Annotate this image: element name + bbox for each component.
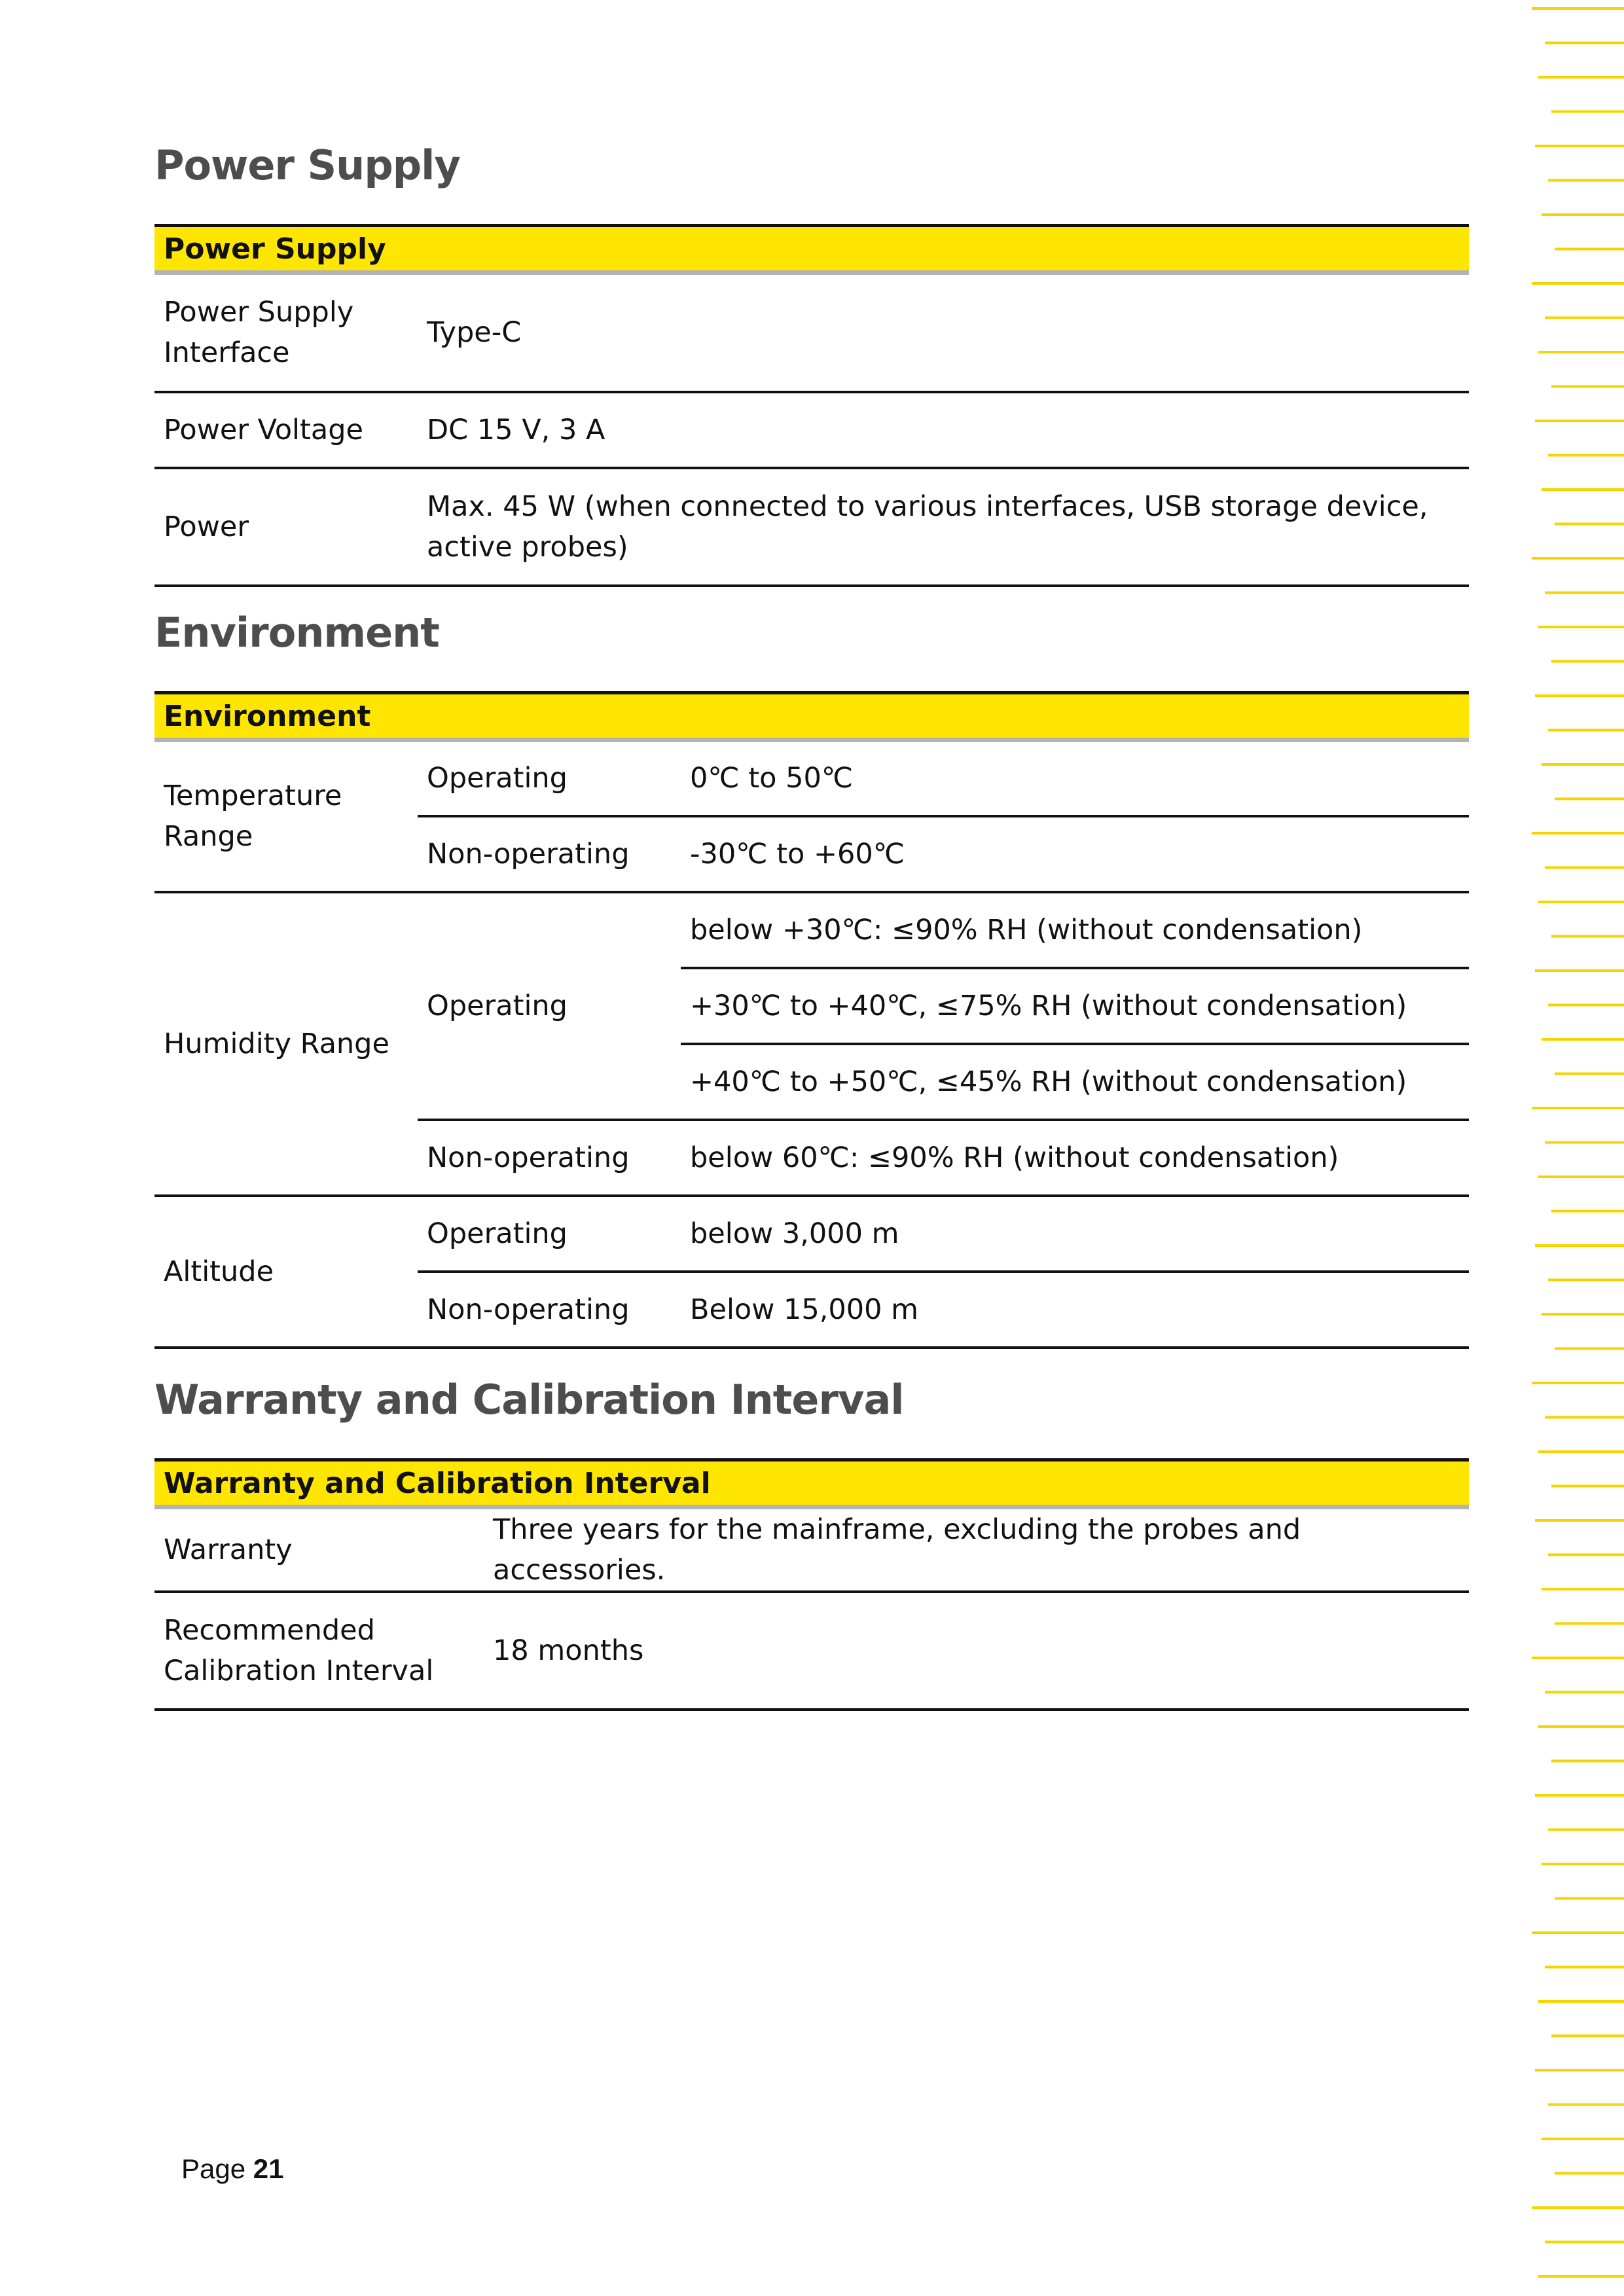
warranty-band: Warranty and Calibration Interval xyxy=(154,1460,1469,1507)
page-footer xyxy=(181,2153,283,2185)
warranty-label: Warranty xyxy=(154,1507,484,1592)
power-interface-value: Type-C xyxy=(418,273,1469,392)
altitude-non-operating-label: Non-operating xyxy=(418,1272,681,1348)
warranty-heading: Warranty and Calibration Interval xyxy=(154,1376,904,1424)
page-number: 21 xyxy=(253,2153,284,2184)
humidity-operating-label: Operating xyxy=(418,892,681,1120)
environment-table xyxy=(154,691,1469,1349)
humidity-non-operating-label: Non-operating xyxy=(418,1120,681,1196)
power-supply-heading: Power Supply xyxy=(154,141,460,189)
warranty-value: Three years for the mainframe, excluding the probes and accessories. xyxy=(484,1507,1469,1592)
temperature-operating-value: 0℃ to 50℃ xyxy=(681,740,1469,816)
power-supply-band: Power Supply xyxy=(154,226,1469,273)
page-word: Page xyxy=(181,2153,246,2184)
temperature-non-operating-value: -30℃ to +60℃ xyxy=(681,816,1469,892)
environment-heading: Environment xyxy=(154,609,439,656)
temperature-range-label: Temperature Range xyxy=(154,740,418,892)
power-voltage-label: Power Voltage xyxy=(154,392,418,468)
humidity-range-label: Humidity Range xyxy=(154,892,418,1196)
temperature-operating-label: Operating xyxy=(418,740,681,816)
margin-ticks-decoration xyxy=(1525,0,1624,2296)
humidity-operating-value: below +30℃: ≤90% RH (without condensation) xyxy=(681,892,1469,968)
humidity-non-operating-value: below 60℃: ≤90% RH (without condensation) xyxy=(681,1120,1469,1196)
calibration-interval-label: Recommended Calibration Interval xyxy=(154,1592,484,1710)
power-voltage-value: DC 15 V, 3 A xyxy=(418,392,1469,468)
environment-band: Environment xyxy=(154,693,1469,740)
power-value: Max. 45 W (when connected to various interfaces, USB storage device, active probes) xyxy=(418,468,1469,586)
humidity-operating-value: +30℃ to +40℃, ≤75% RH (without condensation) xyxy=(681,968,1469,1044)
altitude-operating-value: below 3,000 m xyxy=(681,1196,1469,1272)
altitude-operating-label: Operating xyxy=(418,1196,681,1272)
altitude-non-operating-value: Below 15,000 m xyxy=(681,1272,1469,1348)
power-interface-label: Power Supply Interface xyxy=(154,273,418,392)
humidity-operating-value: +40℃ to +50℃, ≤45% RH (without condensation) xyxy=(681,1044,1469,1120)
temperature-non-operating-label: Non-operating xyxy=(418,816,681,892)
power-supply-table xyxy=(154,224,1469,587)
warranty-table xyxy=(154,1458,1469,1711)
power-label: Power xyxy=(154,468,418,586)
altitude-label: Altitude xyxy=(154,1196,418,1348)
calibration-interval-value: 18 months xyxy=(484,1592,1469,1710)
